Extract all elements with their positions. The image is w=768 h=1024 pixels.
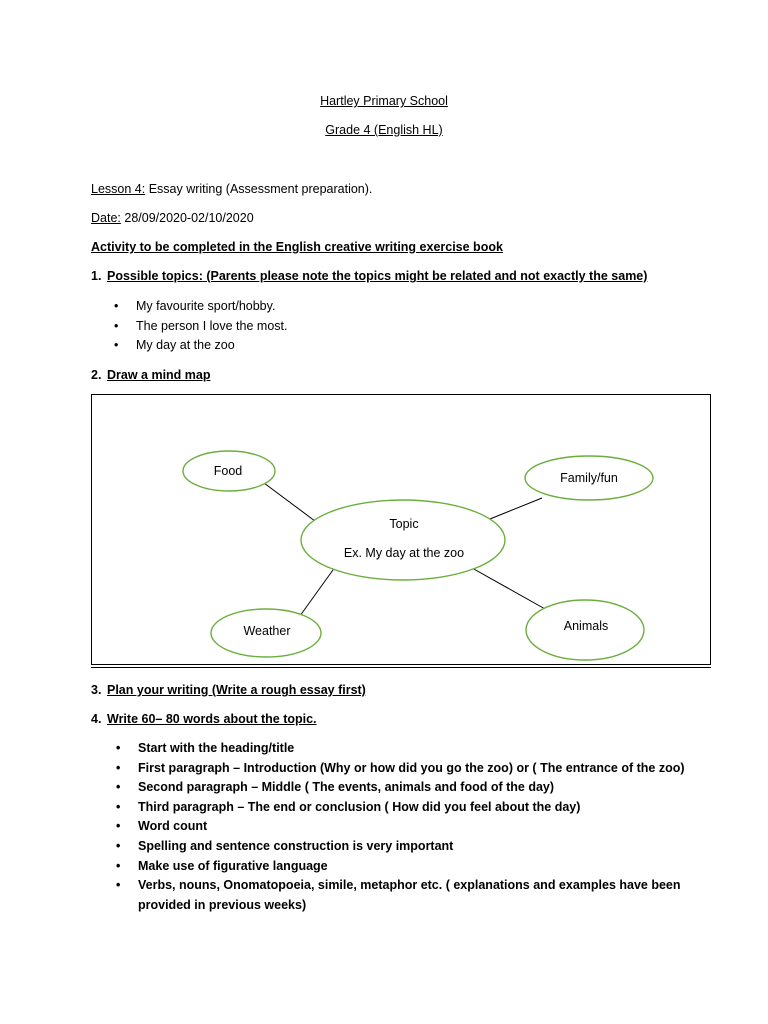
section-3-heading [91, 683, 366, 697]
section-3-title: Plan your writing (Write a rough essay first) [107, 683, 366, 697]
activity-instruction: Activity to be completed in the English creative writing exercise book [91, 240, 503, 254]
date-label: Date: [91, 211, 121, 225]
section-2-number: 2. [91, 368, 102, 382]
mind-map-diagram [92, 395, 710, 664]
node-food-label: Food [213, 464, 243, 478]
guideline-item: • Word count [116, 817, 685, 837]
topic-example-label: Ex. My day at the zoo [343, 546, 465, 560]
connector-weather [297, 563, 338, 620]
guideline-item: • Spelling and sentence construction is very important [116, 837, 685, 857]
guideline-item: • Verbs, nouns, Onomatopoeia, simile, metaphor etc. ( explanations and examples have been [116, 876, 685, 896]
topics-list [114, 297, 287, 356]
writing-guidelines-list [116, 739, 685, 915]
topic-label: Topic [389, 517, 419, 531]
section-4-title: Write 60– 80 words about the topic. [107, 712, 317, 726]
section-1-number: 1. [91, 269, 102, 283]
lesson-label: Lesson 4: [91, 182, 146, 196]
grade-title: Grade 4 (English HL) [325, 123, 443, 137]
topic-item: • The person I love the most. [114, 317, 287, 337]
lesson-line [91, 182, 372, 196]
section-2-heading [91, 368, 211, 382]
topic-ellipse [301, 500, 505, 580]
guideline-item: • Make use of figurative language [116, 857, 685, 877]
guideline-item-continuation: provided in previous weeks) [138, 897, 307, 912]
connector-family [485, 498, 542, 521]
section-1-title: Possible topics: (Parents please note the topics might be related and not exactly the same) [107, 269, 648, 283]
section-4-heading [91, 712, 317, 726]
section-4-number: 4. [91, 712, 102, 726]
guideline-item: • Third paragraph – The end or conclusion ( How did you feel about the day) [116, 798, 685, 818]
lesson-text: Essay writing (Assessment preparation). [145, 182, 373, 196]
guideline-item: • First paragraph – Introduction (Why or how did you go the zoo) or ( The entrance of the zoo) [116, 759, 685, 779]
guideline-item: • Start with the heading/title [116, 739, 685, 759]
topic-item: • My day at the zoo [114, 336, 287, 356]
date-line [91, 211, 254, 225]
topic-item: • My favourite sport/hobby. [114, 297, 287, 317]
date-text: 28/09/2020-02/10/2020 [120, 211, 254, 225]
section-1-heading [91, 269, 647, 283]
section-3-number: 3. [91, 683, 102, 697]
connector-animals [472, 568, 554, 614]
mind-map-bottom-rule [91, 667, 711, 668]
mind-map-box [91, 394, 711, 665]
node-family-label: Family/fun [560, 471, 618, 485]
node-animals-label: Animals [563, 619, 609, 633]
guideline-item: • Second paragraph – Middle ( The events, animals and food of the day) [116, 778, 685, 798]
school-name: Hartley Primary School [320, 94, 448, 108]
node-weather-label: Weather [243, 624, 291, 638]
section-2-title: Draw a mind map [107, 368, 211, 382]
